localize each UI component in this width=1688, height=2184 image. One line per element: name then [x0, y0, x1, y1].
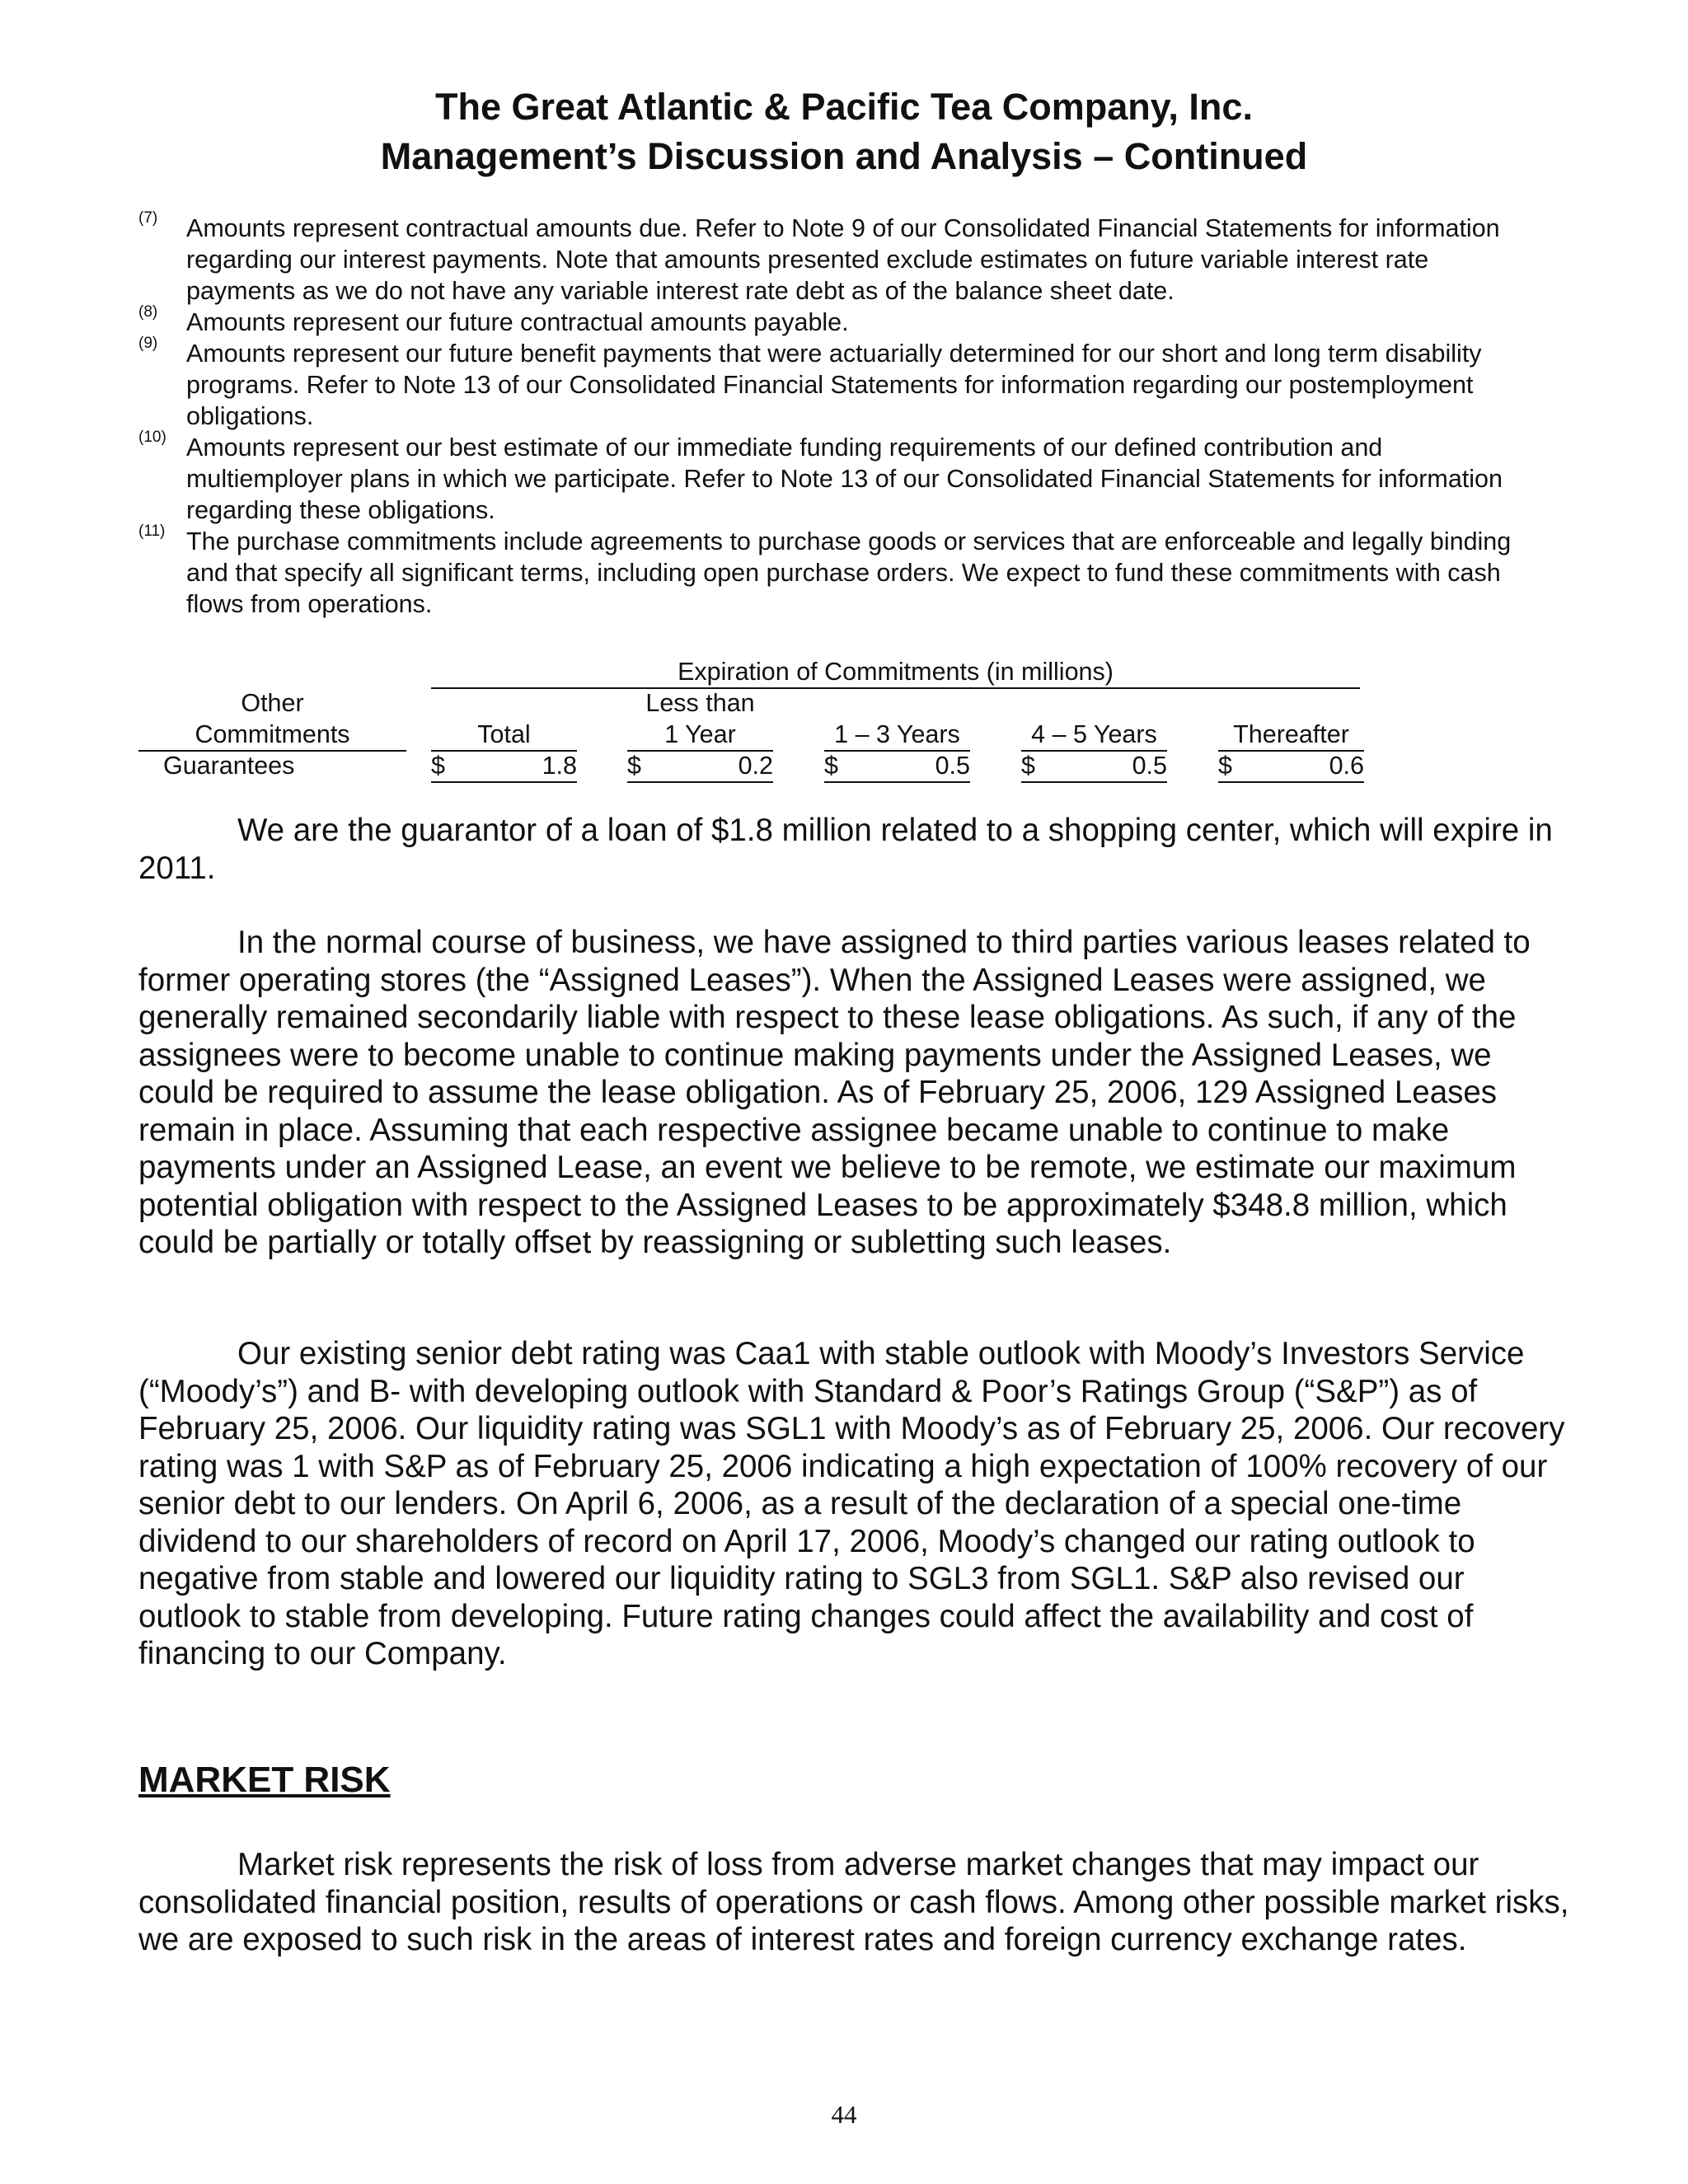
col-header-other: Other [241, 689, 304, 717]
cell-less-than-1-year [627, 750, 773, 783]
col-header-commitments: Commitments [138, 719, 406, 752]
cell-total [431, 750, 577, 783]
footnote-text: Amounts represent our future contractual amounts payable. [186, 308, 849, 336]
footnote-ref: (10) [138, 429, 166, 446]
cell-4-5-years [1021, 750, 1167, 783]
paragraph-text: Market risk represents the risk of loss from adverse market changes that may impact our consolidated financial position, results of operations or cash flows. Among other possible market risks, we are exposed to such risk in the areas of interest rates and foreign currency exchange rates. [138, 1847, 1569, 1957]
footnote-text: Amounts represent our best estimate of our immediate funding requirements of our defined contribution and multiemployer plans in which we participate. Refer to Note 13 of our Consolidated Financial Statements for information regarding these obligations. [186, 434, 1503, 524]
footnote-ref: (11) [138, 523, 166, 540]
paragraph-text: Our existing senior debt rating was Caa1 with stable outlook with Moody’s Investors Service (“Moody’s”) and B- with developing outlook with Standard & Poor’s Ratings Group (“S&P”) as of February 25, 2006. Our liquidity rating was SGL1 with Moody’s as of February 25, 2006. Our recovery rating was 1 with S&P as of February 25, 2006 indicating a high expectation of 100% recovery of our senior debt to our lenders. On April 6, 2006, as a result of the declaration of a special one-time dividend to our shareholders of record on April 17, 2006, Moody’s changed our rating outlook to negative from stable and lowered our liquidity rating to SGL3 from SGL1. S&P also revised our outlook to stable from developing. Future rating changes could affect the availability and cost of financing to our Company. [138, 1336, 1565, 1671]
col-header-less-than: Less than [645, 689, 755, 717]
paragraph-guarantor [138, 812, 1573, 887]
cell-thereafter [1218, 750, 1364, 783]
paragraph-market-risk [138, 1846, 1573, 1959]
footnote-text: The purchase commitments include agreements to purchase goods or services that are enforceable and legally binding and that specify all significant terms, including open purchase orders. We expect to fund these commitments with cash flows from operations. [186, 527, 1512, 618]
footnote [138, 523, 1540, 620]
col-header-4-5-years: 4 – 5 Years [1021, 719, 1167, 752]
row-label-guarantees: Guarantees [163, 752, 295, 780]
footnote [138, 303, 1540, 338]
currency-symbol: $ [1218, 752, 1232, 780]
currency-symbol: $ [431, 752, 445, 780]
footnote-text: Amounts represent our future benefit payments that were actuarially determined for our short and long term disability programs. Refer to Note 13 of our Consolidated Financial Statements for information regarding our postemployment obligations. [186, 340, 1482, 430]
page-header [0, 82, 1688, 181]
value-thereafter: 0.6 [1329, 752, 1364, 780]
footnote [138, 335, 1540, 432]
footnotes [138, 209, 1540, 620]
col-header-1-3-years: 1 – 3 Years [824, 719, 970, 752]
company-title: The Great Atlantic & Pacific Tea Company, Inc. [435, 86, 1253, 128]
paragraph-text: In the normal course of business, we have assigned to third parties various leases related to former operating stores (the “Assigned Leases”). When the Assigned Leases were assigned, we generally remained secondarily liable with respect to these lease obligations. As such, if any of the assignees were to become unable to continue making payments under the Assigned Leases, we could be required to assume the lease obligation. As of February 25, 2006, 129 Assigned Leases remain in place. Assuming that each respective assignee became unable to continue to make payments under an Assigned Lease, an event we believe to be remote, we estimate our maximum potential obligation with respect to the Assigned Leases to be approximately $348.8 million, which could be partially or totally offset by reassigning or subletting such leases. [138, 925, 1531, 1260]
cell-1-3-years [824, 750, 970, 783]
footnote-text: Amounts represent contractual amounts due. Refer to Note 9 of our Consolidated Financial Statements for information regarding our interest payments. Note that amounts presented exclude estimates on future variable interest rate payments as we do not have any variable interest rate debt as of the balance sheet date. [186, 214, 1500, 305]
col-header-total: Total [431, 719, 577, 752]
span-header: Expiration of Commitments (in millions) [431, 656, 1360, 689]
page-number: 44 [831, 2100, 857, 2129]
paragraph-assigned-leases [138, 924, 1573, 1262]
currency-symbol: $ [1021, 752, 1035, 780]
value-4-5-years: 0.5 [1132, 752, 1167, 780]
col-header-1-year: 1 Year [627, 719, 773, 752]
currency-symbol: $ [824, 752, 838, 780]
footnote-ref: (9) [138, 335, 158, 352]
footnote [138, 209, 1540, 307]
section-subtitle: Management’s Discussion and Analysis – Continued [380, 135, 1308, 177]
footnote-ref: (7) [138, 209, 158, 227]
footnote [138, 429, 1540, 526]
market-risk-heading: MARKET RISK [138, 1760, 391, 1800]
paragraph-debt-rating [138, 1335, 1573, 1673]
footnote-ref: (8) [138, 303, 158, 321]
currency-symbol: $ [627, 752, 641, 780]
col-header-thereafter: Thereafter [1218, 719, 1364, 752]
value-less-than-1-year: 0.2 [738, 752, 773, 780]
value-total: 1.8 [542, 752, 577, 780]
commitments-table [138, 656, 1375, 788]
value-1-3-years: 0.5 [935, 752, 970, 780]
paragraph-text: We are the guarantor of a loan of $1.8 million related to a shopping center, which will expire in 2011. [138, 813, 1553, 886]
